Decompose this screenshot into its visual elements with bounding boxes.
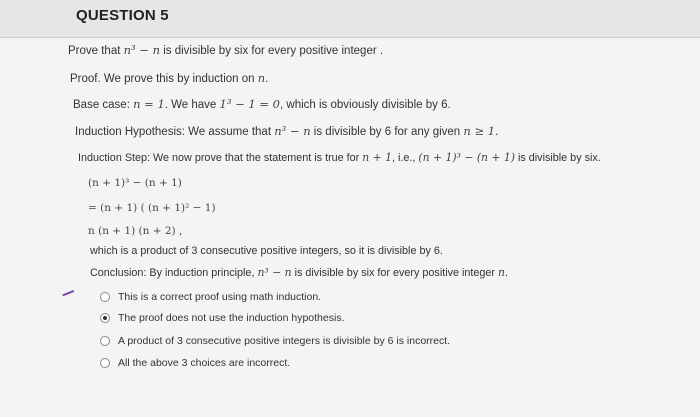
proof-intro: Proof. We prove this by induction on n. — [70, 71, 269, 85]
answer-option-2[interactable] — [100, 310, 344, 326]
statement-math: n³ − n — [123, 43, 160, 57]
radio-button[interactable] — [100, 292, 110, 302]
question-header — [0, 0, 700, 38]
equation-line-3: n (n + 1) (n + 2) , — [88, 225, 183, 237]
radio-button-selected[interactable] — [100, 313, 110, 323]
base-case: Base case: n = 1. We have 1³ − 1 = 0, which is obviously divisible by 6. — [73, 97, 451, 111]
problem-statement: Prove that n³ − n is divisible by six for every positive integer . — [68, 43, 384, 57]
conclusion: Conclusion: By induction principle, n³ − n is divisible by six for every positive integer n. — [90, 266, 509, 279]
induction-hypothesis: Induction Hypothesis: We assume that n³ − n is divisible by 6 for any given n ≥ 1. — [75, 124, 499, 138]
option-label[interactable]: All the above 3 choices are incorrect. — [118, 357, 291, 369]
radio-button[interactable] — [100, 336, 110, 346]
answer-option-4[interactable] — [100, 355, 290, 371]
equation-line-1: (n + 1)³ − (n + 1) — [88, 177, 182, 189]
option-label[interactable]: This is a correct proof using math induction. — [118, 291, 322, 303]
answer-option-3[interactable] — [100, 333, 450, 349]
option-label[interactable]: The proof does not use the induction hypothesis. — [118, 312, 345, 324]
radio-button[interactable] — [100, 358, 110, 368]
question-title: QUESTION 5 — [76, 7, 169, 24]
induction-step: Induction Step: We now prove that the statement is true for n + 1, i.e., (n + 1)³ − (n + 1) is divisible by six. — [78, 151, 601, 164]
answer-option-1[interactable] — [100, 289, 321, 305]
equation-line-2: = (n + 1) ( (n + 1)² − 1) — [88, 202, 216, 214]
product-explanation: which is a product of 3 consecutive positive integers, so it is divisible by 6. — [90, 245, 443, 257]
option-label[interactable]: A product of 3 consecutive positive integers is divisible by 6 is incorrect. — [118, 335, 451, 347]
